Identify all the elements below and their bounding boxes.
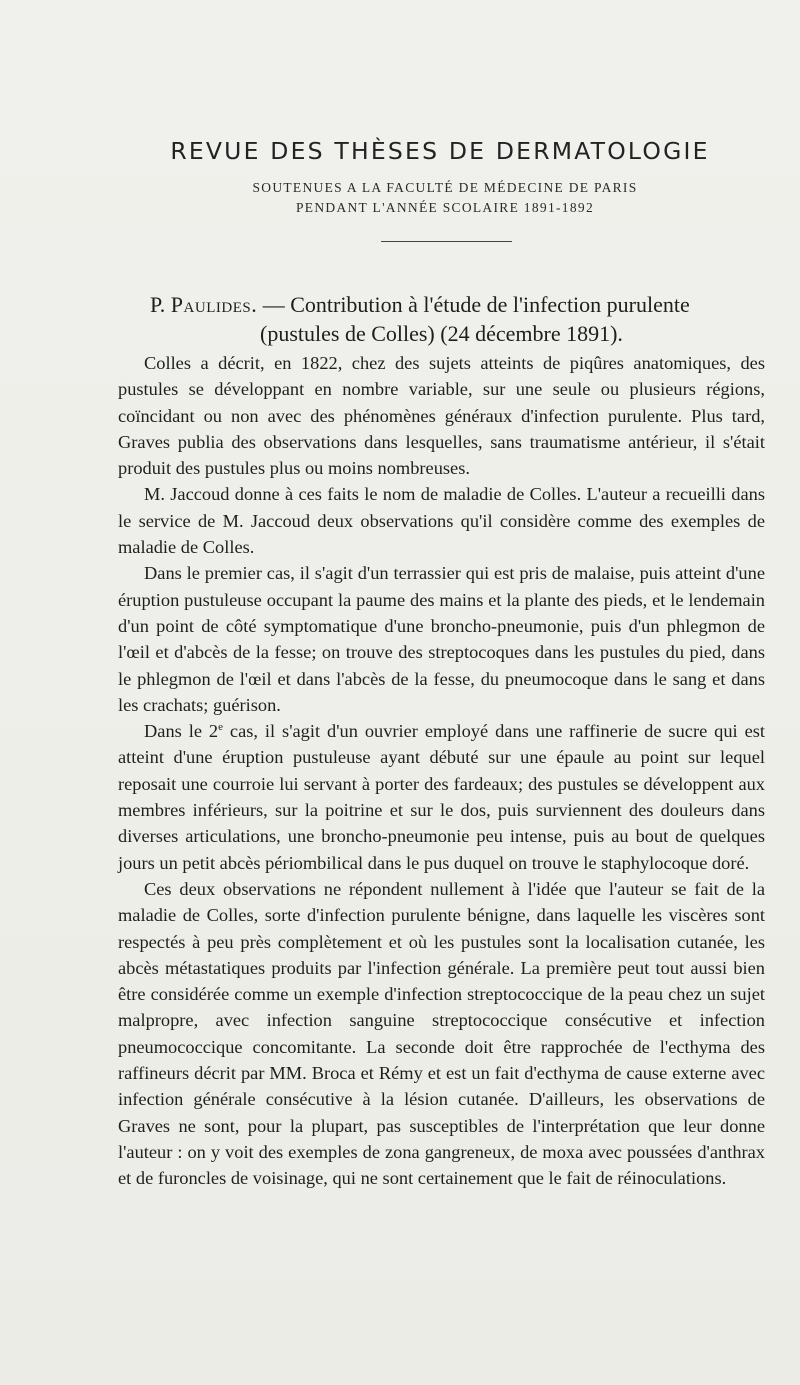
author-name: Paulides.	[170, 292, 258, 317]
article-heading-line1	[150, 290, 770, 319]
section-divider	[381, 241, 512, 242]
article-heading	[150, 290, 770, 348]
paragraph-4	[118, 718, 765, 876]
paragraph-5: Ces deux observations ne répondent nullement à l'idée que l'auteur se fait de la maladie de Colles, sorte d'infection purulente bénigne, dans laquelle les viscères sont respectés à peu près complètement et où les pustules sont la localisation cutanée, les abcès métastatiques produits par l'infection générale. La première peut tout aussi bien être considérée comme un exemple d'infection streptococcique de la peau chez un sujet malpropre, avec infection sanguine streptococcique consécutive et infection pneumococcique concomitante. La seconde doit être rapprochée de l'ecthyma des raffineurs décrit par MM. Broca et Rémy et est un fait d'ecthyma de cause externe avec infection générale consécutive à la lésion cutanée. D'ailleurs, les observations de Graves ne sont, pour la plupart, pas susceptibles de l'interprétation que leur donne l'auteur : on y voit des exemples de zona gangreneux, de moxa avec poussées d'anthrax et de furoncles de voisinage, qui ne sont certainement que le fait de réinoculations.	[118, 878, 765, 1189]
journal-subtitle-line2: PENDANT L'ANNÉE SCOLAIRE 1891-1892	[296, 200, 594, 215]
article-body	[118, 350, 765, 1192]
article-title-line2: (pustules de Colles) (24 décembre 1891).	[260, 321, 623, 346]
ordinal-superscript: e	[218, 721, 223, 734]
paragraph-2: M. Jaccoud donne à ces faits le nom de maladie de Colles. L'auteur a recueilli dans le service de M. Jaccoud deux observations qu'il considère comme des exemples de maladie de Colles.	[118, 484, 765, 558]
journal-subtitle-line1: SOUTENUES A LA FACULTÉ DE MÉDECINE DE PARIS	[252, 180, 638, 195]
paragraph-3: Dans le premier cas, il s'agit d'un terrassier qui est pris de malaise, puis atteint d'une éruption pustuleuse occupant la paume des mains et la plante des pieds, et le lendemain d'un point de côté symptomatique d'une broncho-pneumonie, puis d'un phlegmon de l'œil et d'abcès de la fesse; on trouve des streptocoques dans les pustules du pied, dans le phlegmon de l'œil et dans l'abcès de la fesse, du pneumocoque dans le sang et dans les crachats; guérison.	[118, 563, 765, 715]
article-title-line1: — Contribution à l'étude de l'infection purulente	[262, 292, 690, 317]
paragraph-4-start: Dans le 2	[144, 721, 219, 742]
paragraph-4-rest: cas, il s'agit d'un ouvrier employé dans une raffinerie de sucre qui est atteint d'une éruption pustuleuse ayant débuté sur une épaule au point sur lequel reposait une courroie lui servant à porter des fardeaux; des pustules se développent aux membres inférieurs, sur la poitrine et sur le dos, puis surviennent des douleurs dans diverses articulations, une broncho-pneumonie peu intense, puis au bout de quelques jours un petit abcès périombilical dans le pus duquel on trouve le staphylocoque doré.	[118, 721, 765, 873]
paragraph-1: Colles a décrit, en 1822, chez des sujets atteints de piqûres anatomiques, des pustules se développant en nombre variable, sur une seule ou plusieurs régions, coïncidant ou non avec des phénomènes généraux d'infection purulente. Plus tard, Graves publia des observations dans lesquelles, sans traumatisme antérieur, il s'était produit des pustules plus ou moins nombreuses.	[118, 353, 765, 479]
journal-title: REVUE DES THÈSES DE DERMATOLOGIE	[170, 137, 710, 165]
author-initial: P.	[150, 292, 166, 317]
